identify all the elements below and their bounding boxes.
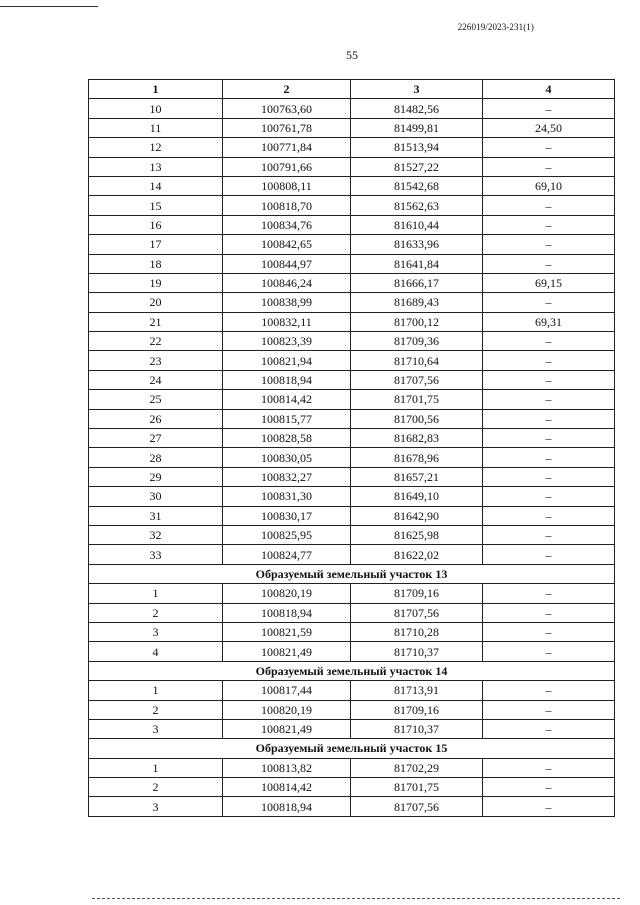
x-coordinate-cell: 100817,44: [223, 681, 351, 700]
table-row: [89, 370, 615, 389]
section-row: [89, 564, 615, 583]
distance-cell: –: [483, 584, 615, 603]
header-row: [89, 80, 615, 99]
distance-cell: –: [483, 525, 615, 544]
table-row: [89, 390, 615, 409]
section-row: [89, 739, 615, 758]
point-number-cell: 2: [89, 603, 223, 622]
point-number-cell: 22: [89, 332, 223, 351]
table-row: [89, 622, 615, 641]
point-number-cell: 4: [89, 642, 223, 661]
point-number-cell: 28: [89, 448, 223, 467]
table-row: [89, 99, 615, 118]
table-row: [89, 429, 615, 448]
y-coordinate-cell: 81641,84: [351, 254, 483, 273]
distance-cell: –: [483, 99, 615, 118]
table-row: [89, 584, 615, 603]
point-number-cell: 3: [89, 622, 223, 641]
distance-cell: 69,15: [483, 273, 615, 292]
table-row: [89, 700, 615, 719]
table-body: [89, 99, 615, 816]
point-number-cell: 30: [89, 487, 223, 506]
distance-cell: –: [483, 719, 615, 738]
x-coordinate-cell: 100838,99: [223, 293, 351, 312]
y-coordinate-cell: 81700,56: [351, 409, 483, 428]
table-row: [89, 254, 615, 273]
y-coordinate-cell: 81657,21: [351, 467, 483, 486]
point-number-cell: 2: [89, 700, 223, 719]
x-coordinate-cell: 100831,30: [223, 487, 351, 506]
point-number-cell: 20: [89, 293, 223, 312]
x-coordinate-cell: 100818,70: [223, 196, 351, 215]
y-coordinate-cell: 81633,96: [351, 235, 483, 254]
point-number-cell: 24: [89, 370, 223, 389]
x-coordinate-cell: 100846,24: [223, 273, 351, 292]
y-coordinate-cell: 81482,56: [351, 99, 483, 118]
table-row: [89, 118, 615, 137]
x-coordinate-cell: 100821,94: [223, 351, 351, 370]
table-row: [89, 603, 615, 622]
distance-cell: –: [483, 622, 615, 641]
point-number-cell: 10: [89, 99, 223, 118]
y-coordinate-cell: 81700,12: [351, 312, 483, 331]
point-number-cell: 12: [89, 138, 223, 157]
column-header-2: 2: [223, 80, 351, 99]
x-coordinate-cell: 100832,11: [223, 312, 351, 331]
x-coordinate-cell: 100824,77: [223, 545, 351, 564]
distance-cell: –: [483, 293, 615, 312]
distance-cell: –: [483, 642, 615, 661]
table-row: [89, 138, 615, 157]
y-coordinate-cell: 81709,36: [351, 332, 483, 351]
x-coordinate-cell: 100830,05: [223, 448, 351, 467]
point-number-cell: 27: [89, 429, 223, 448]
x-coordinate-cell: 100821,59: [223, 622, 351, 641]
distance-cell: –: [483, 196, 615, 215]
distance-cell: –: [483, 681, 615, 700]
distance-cell: –: [483, 467, 615, 486]
point-number-cell: 17: [89, 235, 223, 254]
distance-cell: –: [483, 254, 615, 273]
distance-cell: –: [483, 448, 615, 467]
distance-cell: 69,10: [483, 176, 615, 195]
point-number-cell: 3: [89, 797, 223, 816]
table-row: [89, 312, 615, 331]
y-coordinate-cell: 81562,63: [351, 196, 483, 215]
section-row: [89, 661, 615, 680]
table-row: [89, 351, 615, 370]
x-coordinate-cell: 100821,49: [223, 642, 351, 661]
x-coordinate-cell: 100791,66: [223, 157, 351, 176]
column-header-3: 3: [351, 80, 483, 99]
table-row: [89, 467, 615, 486]
y-coordinate-cell: 81625,98: [351, 525, 483, 544]
y-coordinate-cell: 81709,16: [351, 584, 483, 603]
table-row: [89, 196, 615, 215]
table-row: [89, 273, 615, 292]
table-row: [89, 525, 615, 544]
y-coordinate-cell: 81701,75: [351, 778, 483, 797]
distance-cell: –: [483, 409, 615, 428]
x-coordinate-cell: 100844,97: [223, 254, 351, 273]
x-coordinate-cell: 100842,65: [223, 235, 351, 254]
distance-cell: 69,31: [483, 312, 615, 331]
x-coordinate-cell: 100832,27: [223, 467, 351, 486]
y-coordinate-cell: 81642,90: [351, 506, 483, 525]
y-coordinate-cell: 81710,37: [351, 719, 483, 738]
point-number-cell: 25: [89, 390, 223, 409]
x-coordinate-cell: 100825,95: [223, 525, 351, 544]
point-number-cell: 32: [89, 525, 223, 544]
y-coordinate-cell: 81710,64: [351, 351, 483, 370]
table-row: [89, 642, 615, 661]
x-coordinate-cell: 100771,84: [223, 138, 351, 157]
point-number-cell: 1: [89, 758, 223, 777]
distance-cell: –: [483, 235, 615, 254]
point-number-cell: 2: [89, 778, 223, 797]
point-number-cell: 1: [89, 584, 223, 603]
point-number-cell: 13: [89, 157, 223, 176]
x-coordinate-cell: 100820,19: [223, 584, 351, 603]
distance-cell: –: [483, 157, 615, 176]
x-coordinate-cell: 100823,39: [223, 332, 351, 351]
x-coordinate-cell: 100815,77: [223, 409, 351, 428]
x-coordinate-cell: 100814,42: [223, 778, 351, 797]
x-coordinate-cell: 100828,58: [223, 429, 351, 448]
table-row: [89, 719, 615, 738]
x-coordinate-cell: 100763,60: [223, 99, 351, 118]
x-coordinate-cell: 100834,76: [223, 215, 351, 234]
point-number-cell: 3: [89, 719, 223, 738]
x-coordinate-cell: 100808,11: [223, 176, 351, 195]
distance-cell: –: [483, 603, 615, 622]
section-title: Образуемый земельный участок 14: [89, 661, 615, 680]
distance-cell: –: [483, 390, 615, 409]
table-row: [89, 215, 615, 234]
x-coordinate-cell: 100761,78: [223, 118, 351, 137]
y-coordinate-cell: 81682,83: [351, 429, 483, 448]
point-number-cell: 14: [89, 176, 223, 195]
y-coordinate-cell: 81713,91: [351, 681, 483, 700]
y-coordinate-cell: 81707,56: [351, 370, 483, 389]
table-row: [89, 681, 615, 700]
distance-cell: –: [483, 429, 615, 448]
top-rule: [0, 6, 98, 7]
distance-cell: –: [483, 487, 615, 506]
table-header: [89, 80, 615, 99]
distance-cell: 24,50: [483, 118, 615, 137]
column-header-1: 1: [89, 80, 223, 99]
distance-cell: –: [483, 506, 615, 525]
point-number-cell: 33: [89, 545, 223, 564]
point-number-cell: 11: [89, 118, 223, 137]
x-coordinate-cell: 100830,17: [223, 506, 351, 525]
table-row: [89, 293, 615, 312]
table-row: [89, 545, 615, 564]
y-coordinate-cell: 81610,44: [351, 215, 483, 234]
coordinates-table: [88, 79, 615, 817]
y-coordinate-cell: 81678,96: [351, 448, 483, 467]
x-coordinate-cell: 100818,94: [223, 797, 351, 816]
table-row: [89, 448, 615, 467]
y-coordinate-cell: 81689,43: [351, 293, 483, 312]
table-row: [89, 157, 615, 176]
table-row: [89, 758, 615, 777]
table-row: [89, 506, 615, 525]
y-coordinate-cell: 81710,28: [351, 622, 483, 641]
distance-cell: –: [483, 332, 615, 351]
distance-cell: –: [483, 797, 615, 816]
point-number-cell: 23: [89, 351, 223, 370]
table-row: [89, 487, 615, 506]
point-number-cell: 19: [89, 273, 223, 292]
table-row: [89, 797, 615, 816]
y-coordinate-cell: 81701,75: [351, 390, 483, 409]
point-number-cell: 29: [89, 467, 223, 486]
y-coordinate-cell: 81513,94: [351, 138, 483, 157]
point-number-cell: 31: [89, 506, 223, 525]
x-coordinate-cell: 100818,94: [223, 370, 351, 389]
distance-cell: –: [483, 215, 615, 234]
point-number-cell: 21: [89, 312, 223, 331]
distance-cell: –: [483, 138, 615, 157]
y-coordinate-cell: 81709,16: [351, 700, 483, 719]
distance-cell: –: [483, 370, 615, 389]
column-header-4: 4: [483, 80, 615, 99]
table-row: [89, 778, 615, 797]
x-coordinate-cell: 100813,82: [223, 758, 351, 777]
point-number-cell: 26: [89, 409, 223, 428]
y-coordinate-cell: 81542,68: [351, 176, 483, 195]
x-coordinate-cell: 100818,94: [223, 603, 351, 622]
y-coordinate-cell: 81707,56: [351, 603, 483, 622]
y-coordinate-cell: 81499,81: [351, 118, 483, 137]
distance-cell: –: [483, 778, 615, 797]
point-number-cell: 15: [89, 196, 223, 215]
distance-cell: –: [483, 758, 615, 777]
y-coordinate-cell: 81622,02: [351, 545, 483, 564]
section-title: Образуемый земельный участок 15: [89, 739, 615, 758]
document-number: 226019/2023-231(1): [457, 22, 534, 32]
y-coordinate-cell: 81707,56: [351, 797, 483, 816]
page-number: 55: [346, 48, 358, 62]
distance-cell: –: [483, 545, 615, 564]
y-coordinate-cell: 81527,22: [351, 157, 483, 176]
x-coordinate-cell: 100814,42: [223, 390, 351, 409]
point-number-cell: 16: [89, 215, 223, 234]
distance-cell: –: [483, 351, 615, 370]
bottom-rule: [92, 898, 620, 899]
section-title: Образуемый земельный участок 13: [89, 564, 615, 583]
point-number-cell: 1: [89, 681, 223, 700]
table-row: [89, 332, 615, 351]
y-coordinate-cell: 81702,29: [351, 758, 483, 777]
table-row: [89, 409, 615, 428]
y-coordinate-cell: 81649,10: [351, 487, 483, 506]
x-coordinate-cell: 100821,49: [223, 719, 351, 738]
distance-cell: –: [483, 700, 615, 719]
table-row: [89, 235, 615, 254]
x-coordinate-cell: 100820,19: [223, 700, 351, 719]
y-coordinate-cell: 81666,17: [351, 273, 483, 292]
y-coordinate-cell: 81710,37: [351, 642, 483, 661]
point-number-cell: 18: [89, 254, 223, 273]
table-row: [89, 176, 615, 195]
